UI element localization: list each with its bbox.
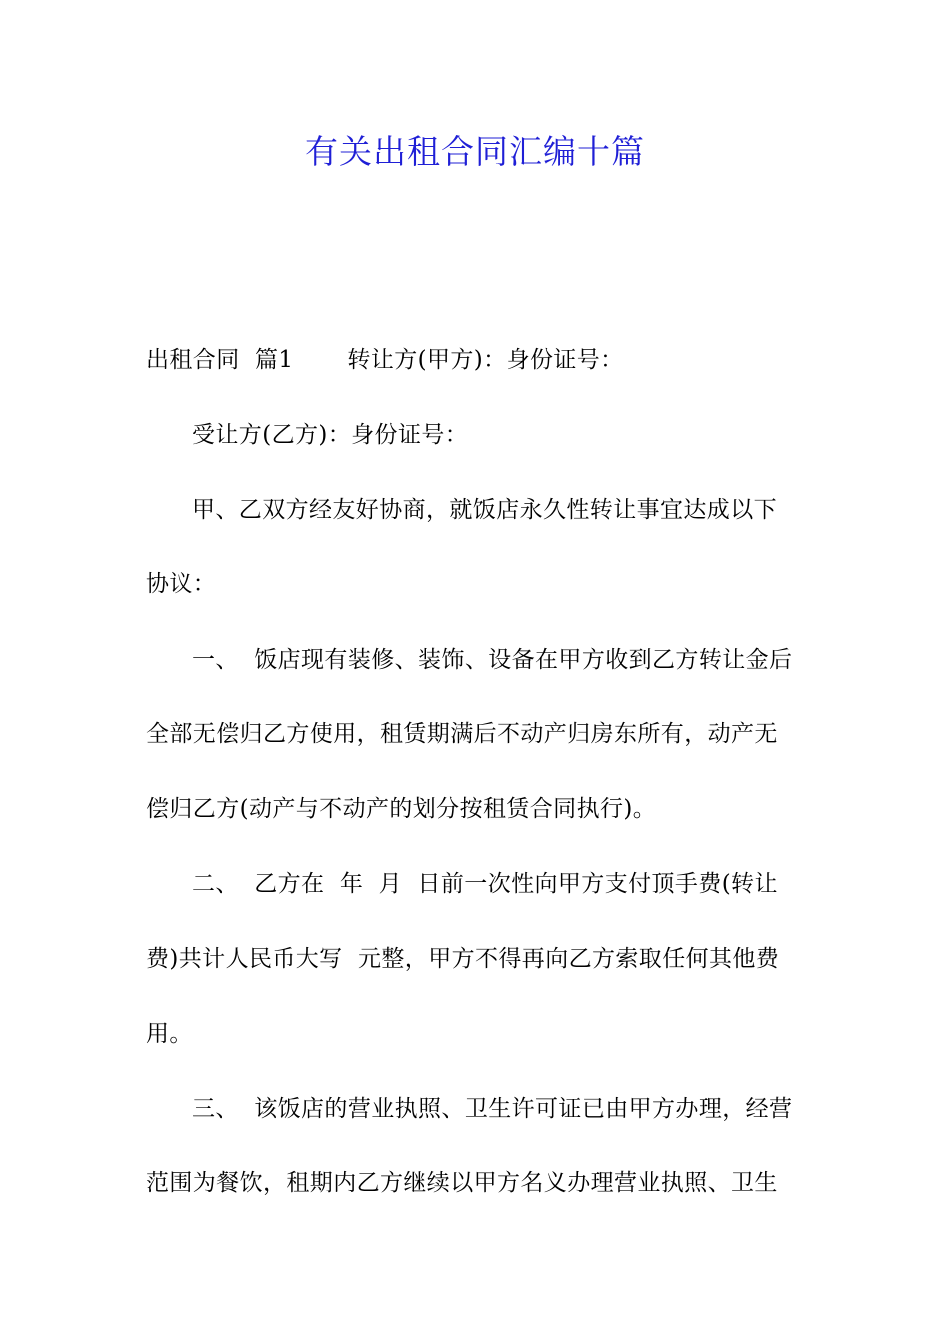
text-line-transferee: 受让方(乙方)：身份证号： bbox=[192, 422, 469, 448]
text-line-clause-3-cont: 范围为餐饮，租期内乙方继续以甲方名义办理营业执照、卫生 bbox=[146, 1170, 778, 1196]
text-line-clause-2: 二、 乙方在 年 月 日前一次性向甲方支付顶手费(转让 bbox=[192, 871, 778, 897]
text-line-clause-1: 一、 饭店现有装修、装饰、设备在甲方收到乙方转让金后 bbox=[192, 647, 793, 673]
text-line-clause-2-cont: 费)共计人民币大写 元整，甲方不得再向乙方索取任何其他费 bbox=[146, 946, 780, 972]
text-line-clause-3: 三、 该饭店的营业执照、卫生许可证已由甲方办理，经营 bbox=[192, 1096, 793, 1122]
text-line-clause-1-cont: 全部无偿归乙方使用，租赁期满后不动产归房东所有，动产无 bbox=[146, 721, 778, 747]
text-line-intro: 甲、乙双方经友好协商，就饭店永久性转让事宜达成以下 bbox=[192, 497, 777, 523]
document-title: 有关出租合同汇编十篇 bbox=[305, 132, 645, 171]
text-line-clause-1-end: 偿归乙方(动产与不动产的划分按租赁合同执行)。 bbox=[146, 796, 657, 822]
text-line-clause-2-end: 用。 bbox=[146, 1021, 193, 1047]
text-line-section-heading: 出租合同 篇1 转让方(甲方)：身份证号： bbox=[146, 347, 624, 373]
text-line-intro-cont: 协议： bbox=[146, 571, 217, 597]
